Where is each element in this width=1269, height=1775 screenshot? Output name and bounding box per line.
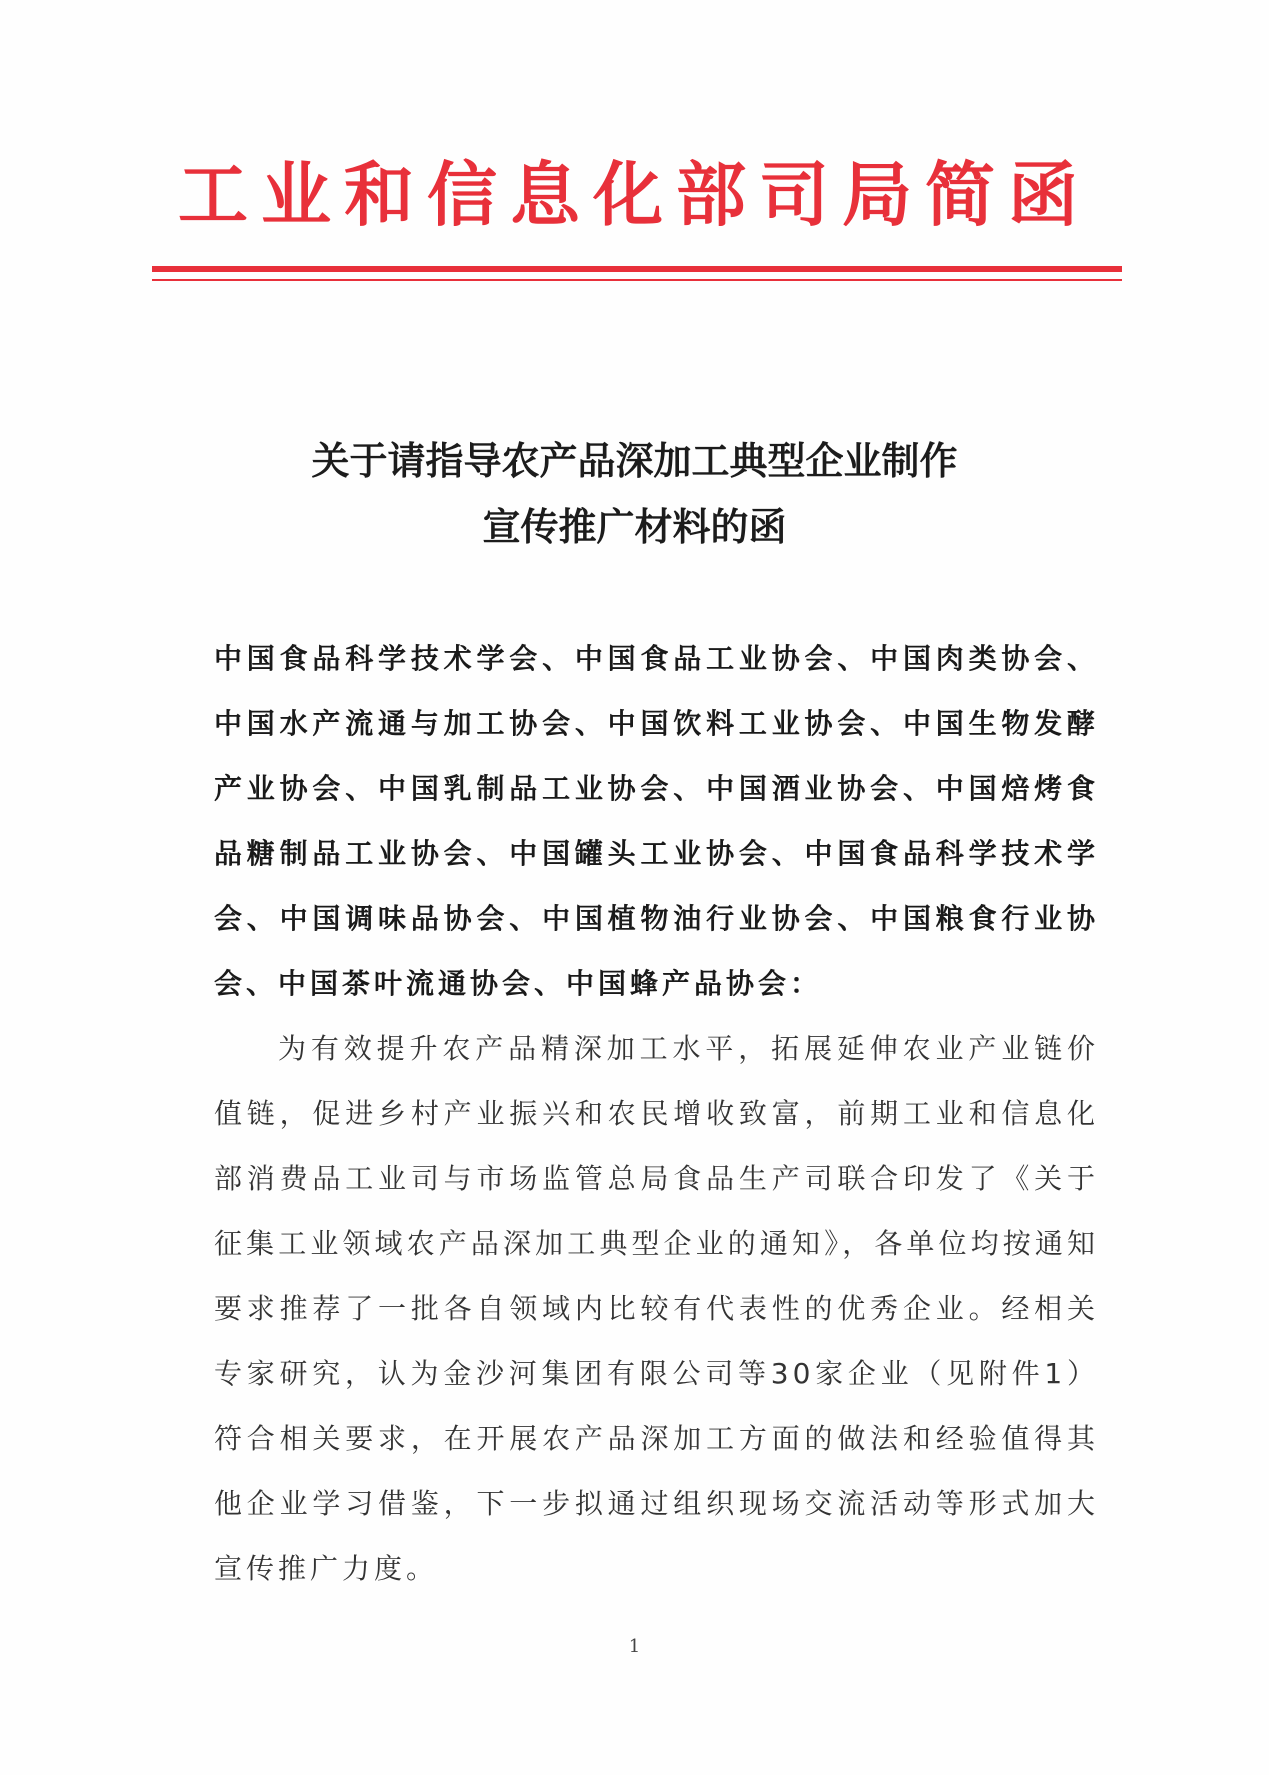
letterhead-rule-thin xyxy=(152,279,1122,281)
letterhead-title: 工业和信息化部司局简函 xyxy=(178,153,1091,236)
body-paragraph: 为有效提升农产品精深加工水平，拓展延伸农业产业链价值链，促进乡村产业振兴和农民增收致富，前期工业和信息化部消费品工业司与市场监管总局食品生产司联合印发了《关于征集工业领域农产品深加工典型企业的通知》，各单位均按通知要求推荐了一批各自领域内比较有代表性的优秀企业。经相关专家研究，认为金沙河集团有限公司等30家企业（见附件1）符合相关要求，在开展农产品深加工方面的做法和经验值得其他企业学习借鉴，下一步拟通过组织现场交流活动等形式加大宣传推广力度。 xyxy=(214,1032,1099,1585)
document-title-line-1: 关于请指导农产品深加工典型企业制作 xyxy=(311,438,958,483)
document-body xyxy=(214,626,1099,1601)
page-number: 1 xyxy=(628,1636,641,1657)
addressees: 中国食品科学技术学会、中国食品工业协会、中国肉类协会、中国水产流通与加工协会、中国饮料工业协会、中国生物发酵产业协会、中国乳制品工业协会、中国酒业协会、中国焙烤食品糖制品工业协会、中国罐头工业协会、中国食品科学技术学会、中国调味品协会、中国植物油行业协会、中国粮食行业协会、中国茶叶流通协会、中国蜂产品协会： xyxy=(214,642,1099,1000)
document-title xyxy=(0,428,1269,560)
letterhead-rule-thick xyxy=(152,266,1122,272)
document-title-line-2: 宣传推广材料的函 xyxy=(482,504,787,549)
